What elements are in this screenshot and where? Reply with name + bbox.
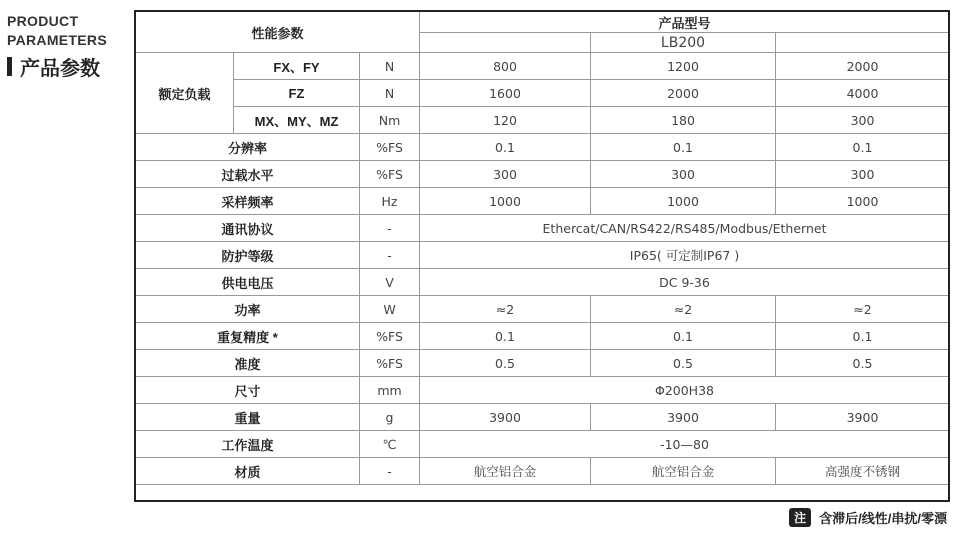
sub-label: FZ bbox=[234, 80, 360, 107]
value-cell: 120 bbox=[420, 107, 591, 134]
value-cell: 1000 bbox=[776, 188, 950, 215]
value-cell: 3900 bbox=[420, 404, 591, 431]
value-cell: 2000 bbox=[776, 53, 950, 80]
section-title-en-line2: PARAMETERS bbox=[7, 32, 107, 48]
unit-cell: - bbox=[360, 215, 420, 242]
unit-cell: - bbox=[360, 458, 420, 485]
value-cell: 300 bbox=[776, 107, 950, 134]
table-row bbox=[136, 458, 950, 485]
row-label: 供电电压 bbox=[136, 269, 360, 296]
param-header: 性能参数 bbox=[136, 12, 420, 53]
value-cell: 1200 bbox=[591, 53, 776, 80]
unit-cell: g bbox=[360, 404, 420, 431]
row-label: 准度 bbox=[136, 350, 360, 377]
value-cell: 高强度不锈钢 bbox=[776, 458, 950, 485]
section-header bbox=[7, 12, 107, 81]
value-cell: 300 bbox=[776, 161, 950, 188]
value-cell: ≈2 bbox=[420, 296, 591, 323]
section-title-cn-text: 产品参数 bbox=[20, 58, 100, 80]
note-text: 含滞后/线性/串扰/零漂 bbox=[819, 511, 947, 526]
value-cell: ≈2 bbox=[776, 296, 950, 323]
row-label: 防护等级 bbox=[136, 242, 360, 269]
value-cell: 300 bbox=[420, 161, 591, 188]
value-cell: 0.5 bbox=[591, 350, 776, 377]
value-cell: 300 bbox=[591, 161, 776, 188]
sub-label: MX、MY、MZ bbox=[234, 107, 360, 134]
unit-cell: %FS bbox=[360, 161, 420, 188]
merged-value-cell: Φ200H38 bbox=[420, 377, 950, 404]
table-row bbox=[136, 377, 950, 404]
row-label: 功率 bbox=[136, 296, 360, 323]
section-title-cn bbox=[7, 52, 107, 81]
merged-value-cell: DC 9-36 bbox=[420, 269, 950, 296]
unit-cell: %FS bbox=[360, 134, 420, 161]
table-row bbox=[136, 404, 950, 431]
unit-cell: %FS bbox=[360, 323, 420, 350]
row-label: 过载水平 bbox=[136, 161, 360, 188]
value-cell: 0.1 bbox=[776, 323, 950, 350]
unit-cell: Hz bbox=[360, 188, 420, 215]
note-tag: 注 bbox=[789, 508, 811, 527]
row-label: 采样频率 bbox=[136, 188, 360, 215]
sub-label: FX、FY bbox=[234, 53, 360, 80]
value-cell: ≈2 bbox=[591, 296, 776, 323]
table-row bbox=[136, 161, 950, 188]
title-bar-marker bbox=[7, 57, 12, 76]
row-label: 重复精度 * bbox=[136, 323, 360, 350]
value-cell: 航空铝合金 bbox=[420, 458, 591, 485]
table-row bbox=[136, 350, 950, 377]
value-cell: 0.5 bbox=[776, 350, 950, 377]
value-cell: 1600 bbox=[420, 80, 591, 107]
section-title-en-line1: PRODUCT bbox=[7, 13, 79, 29]
value-cell: 2000 bbox=[591, 80, 776, 107]
model-cell bbox=[776, 33, 950, 53]
value-cell: 180 bbox=[591, 107, 776, 134]
table-row bbox=[136, 107, 950, 134]
merged-value-cell: IP65( 可定制IP67 ) bbox=[420, 242, 950, 269]
model-cell: LB200 bbox=[591, 33, 776, 53]
row-label: 重量 bbox=[136, 404, 360, 431]
value-cell: 800 bbox=[420, 53, 591, 80]
table-row bbox=[136, 134, 950, 161]
row-label: 工作温度 bbox=[136, 431, 360, 458]
table-row bbox=[136, 269, 950, 296]
value-cell: 1000 bbox=[591, 188, 776, 215]
unit-cell: ℃ bbox=[360, 431, 420, 458]
table-header-row bbox=[136, 12, 950, 33]
table-row bbox=[136, 53, 950, 80]
row-label: 分辨率 bbox=[136, 134, 360, 161]
rated-load-label: 额定负载 bbox=[136, 53, 234, 134]
table-row bbox=[136, 242, 950, 269]
table-row bbox=[136, 215, 950, 242]
unit-cell: %FS bbox=[360, 350, 420, 377]
model-header: 产品型号 bbox=[420, 12, 950, 33]
value-cell: 0.1 bbox=[591, 323, 776, 350]
unit-cell: mm bbox=[360, 377, 420, 404]
row-label: 材质 bbox=[136, 458, 360, 485]
parameters-table bbox=[135, 11, 950, 485]
value-cell: 0.1 bbox=[591, 134, 776, 161]
value-cell: 0.1 bbox=[776, 134, 950, 161]
value-cell: 1000 bbox=[420, 188, 591, 215]
value-cell: 0.1 bbox=[420, 323, 591, 350]
row-label: 通讯协议 bbox=[136, 215, 360, 242]
value-cell: 3900 bbox=[776, 404, 950, 431]
unit-cell: - bbox=[360, 242, 420, 269]
value-cell: 0.1 bbox=[420, 134, 591, 161]
table-row bbox=[136, 323, 950, 350]
value-cell: 航空铝合金 bbox=[591, 458, 776, 485]
unit-cell: W bbox=[360, 296, 420, 323]
unit-cell: V bbox=[360, 269, 420, 296]
footnote bbox=[789, 508, 947, 527]
merged-value-cell: -10—80 bbox=[420, 431, 950, 458]
table-row bbox=[136, 80, 950, 107]
row-label: 尺寸 bbox=[136, 377, 360, 404]
unit-cell: N bbox=[360, 53, 420, 80]
merged-value-cell: Ethercat/CAN/RS422/RS485/Modbus/Ethernet bbox=[420, 215, 950, 242]
table-row bbox=[136, 188, 950, 215]
value-cell: 4000 bbox=[776, 80, 950, 107]
model-cell bbox=[420, 33, 591, 53]
unit-cell: Nm bbox=[360, 107, 420, 134]
value-cell: 0.5 bbox=[420, 350, 591, 377]
value-cell: 3900 bbox=[591, 404, 776, 431]
unit-cell: N bbox=[360, 80, 420, 107]
table-row bbox=[136, 296, 950, 323]
table-row bbox=[136, 431, 950, 458]
